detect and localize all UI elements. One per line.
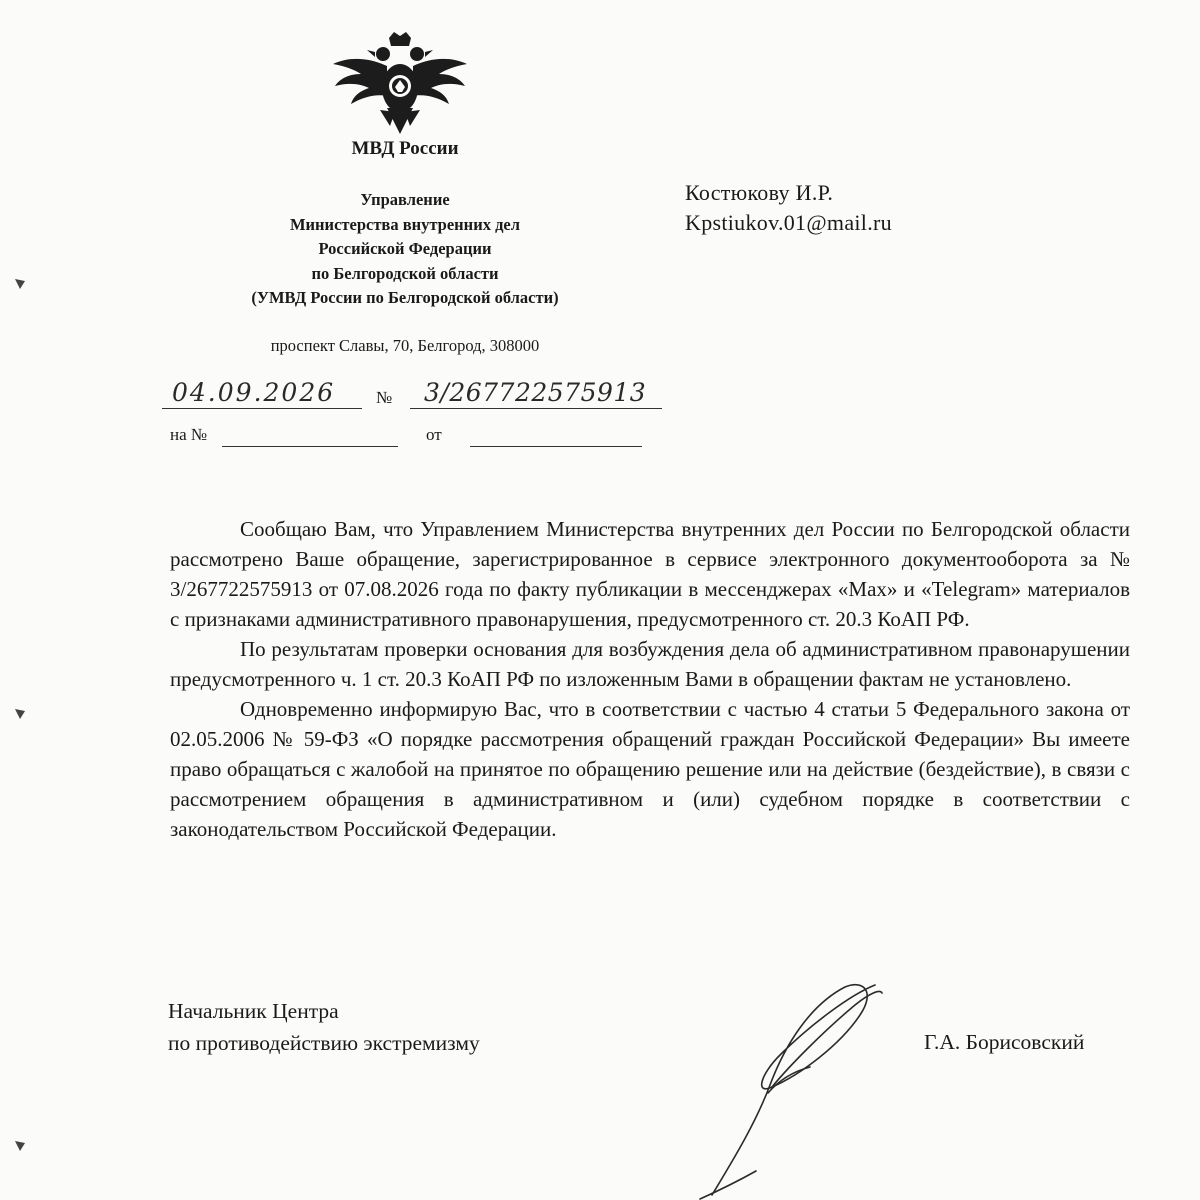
scan-margin-mark-icon (14, 1140, 26, 1152)
scan-margin-mark-icon (14, 708, 26, 720)
reference-date-label: от (426, 425, 442, 444)
department-line: (УМВД России по Белгородской области) (251, 288, 559, 307)
letter-body (170, 514, 1130, 844)
number-sign-label: № (376, 388, 393, 407)
body-paragraph: По результатам проверки основания для возбуждения дела об административном правонарушении предусмотренного ч. 1 ст. 20.3 КоАП РФ по изложенным Вами в обращении фактам не установлено. (170, 637, 1130, 691)
reference-number-label: на № (170, 425, 208, 444)
outgoing-date: 04.09.2026 (172, 378, 336, 407)
scan-margin-mark-icon (14, 278, 26, 290)
recipient-name: Костюкову И.Р. (685, 180, 834, 205)
date-underline (162, 408, 362, 409)
double-headed-eagle-emblem-icon (325, 30, 475, 140)
ministry-short-name: МВД России (351, 138, 459, 159)
department-line: по Белгородской области (311, 263, 499, 283)
department-line: Российской Федерации (318, 239, 492, 258)
outgoing-number: 3/267722575913 (424, 378, 647, 407)
reference-date-field (470, 446, 642, 447)
signer-name: Г.А. Борисовский (924, 1030, 1085, 1054)
recipient-email: Kpstiukov.01@mail.ru (685, 210, 892, 235)
number-underline (410, 408, 662, 409)
body-paragraph: Одновременно информирую Вас, что в соответствии с частью 4 статьи 5 Федерального закона от 02.05.2006 № 59-ФЗ «О порядке рассмотрения обращений граждан Российской Федерации» Вы имеете право обращаться с жалобой на принятое по обращению решение или на действие (бездействие), в связи с рассмотрением обращения в административном и (или) судебном порядке в соответствии с законодательством Российской Федерации. (170, 697, 1130, 841)
signer-position (168, 995, 480, 1059)
department-line: Министерства внутренних дел (289, 214, 521, 234)
department-address: проспект Славы, 70, Белгород, 308000 (270, 336, 540, 355)
department-name (200, 188, 610, 311)
position-line: Начальник Центра (168, 999, 339, 1023)
recipient-block (685, 178, 892, 238)
reference-number-field (222, 446, 398, 447)
department-line: Управление (360, 190, 450, 209)
body-paragraph: Сообщаю Вам, что Управлением Министерства внутренних дел России по Белгородской области рассмотрено Ваше обращение, зарегистрированное в сервисе электронного документооборота за № 3/267722575913 от 07.08.2026 года по факту публикации в мессенджерах «Max» и «Telegram» материалов с признаками административного правонарушения, предусмотренного ст. 20.3 КоАП РФ. (170, 517, 1130, 631)
handwritten-signature-icon (660, 975, 910, 1200)
position-line: по противодействию экстремизму (168, 1031, 480, 1055)
